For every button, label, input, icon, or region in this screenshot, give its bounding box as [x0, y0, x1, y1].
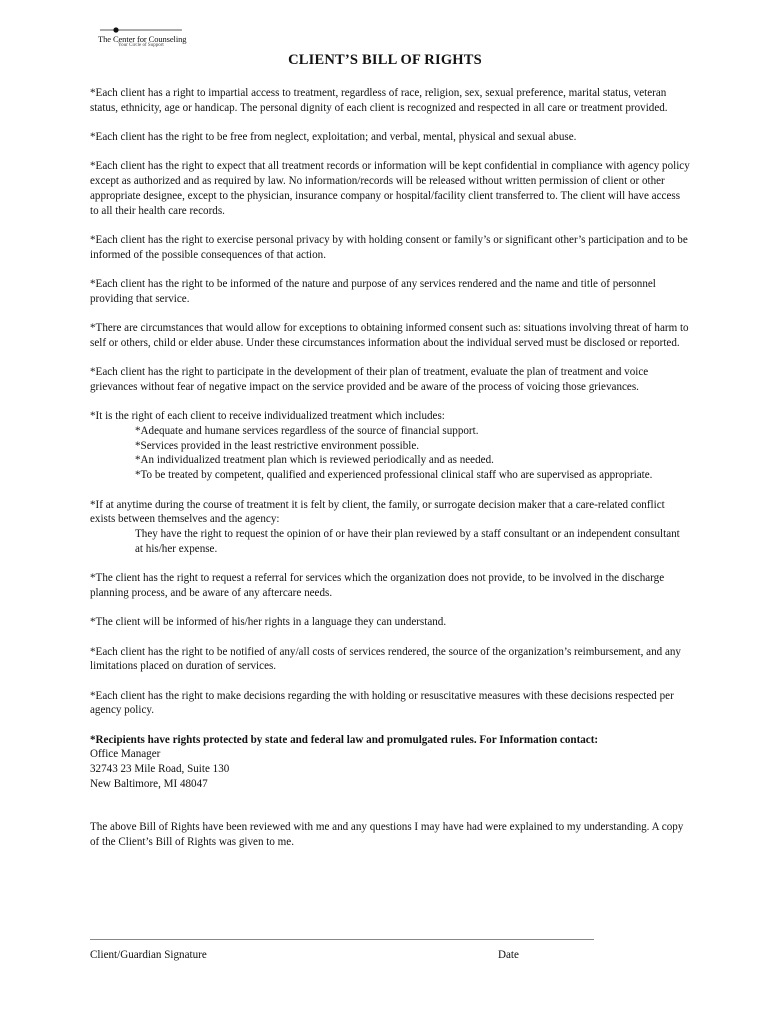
right-informed-of-services: *Each client has the right to be informed of the nature and purpose of any services rendered and the name and title of personnel providing that service.: [90, 278, 656, 305]
treatment-item: *Adequate and humane services regardless of the source of financial support.: [135, 425, 479, 438]
organization-logo: [96, 24, 196, 50]
contact-name: Office Manager: [90, 748, 161, 761]
individualized-treatment-intro: *It is the right of each client to receive individualized treatment which includes:: [90, 410, 445, 423]
right-referral: *The client has the right to request a referral for services which the organization does not provide, to be involved in the discharge planning process, and be aware of any aftercare needs.: [90, 572, 665, 599]
right-participate-treatment: *Each client has the right to participate in the development of their plan of treatment, evaluate the plan of treatment and voice grievances without fear of negative impact on the service provided and be aware of the process of voicing those grievances.: [90, 366, 649, 393]
logo-name: The Center for Counseling: [98, 34, 187, 44]
treatment-item: *To be treated by competent, qualified and experienced professional clinical staff who are supervised as appropriate.: [135, 469, 653, 482]
right-free-from-abuse: *Each client has the right to be free from neglect, exploitation; and verbal, mental, physical and sexual abuse.: [90, 131, 577, 144]
acknowledgement-text: The above Bill of Rights have been reviewed with me and any questions I may have had were explained to my understanding. A copy of the Client’s Bill of Rights was given to me.: [90, 821, 684, 848]
right-personal-privacy: *Each client has the right to exercise personal privacy by with holding consent or family’s or significant other’s participation and to be informed of the possible consequences of that action.: [90, 233, 688, 261]
date-label: Date: [498, 949, 519, 961]
treatment-item: *Services provided in the least restrictive environment possible.: [135, 439, 420, 452]
right-confidentiality: *Each client has the right to expect that all treatment records or information will be kept confidential in compliance with agency policy except as authorized and as required by law. No information/records will be released without written permission of client or other appropriate designee, except to the physician, insurance company or hospital/facility client transferred to. The client will have access to all their health care records.: [90, 160, 690, 217]
treatment-item: *An individualized treatment plan which is reviewed periodically and as needed.: [135, 454, 494, 467]
document-title: CLIENT’S BILL OF RIGHTS: [288, 52, 482, 68]
right-impartial-access: *Each client has a right to impartial access to treatment, regardless of race, religion, sex, sexual preference, marital status, veteran status, ethnicity, age or handicap. The personal dignity of each client is recognized and respected in all care or treatment provided.: [90, 87, 668, 114]
contact-address-line1: 32743 23 Mile Road, Suite 130: [90, 763, 230, 776]
document-body: [90, 86, 690, 864]
signature-label: Client/Guardian Signature: [90, 949, 207, 961]
right-conflict-review: [90, 498, 690, 557]
signature-line[interactable]: [90, 939, 594, 940]
right-notified-of-costs: *Each client has the right to be notified of any/all costs of services rendered, the source of the organization’s reimbursement, and any limitations placed on duration of services.: [90, 645, 681, 673]
conflict-review-detail: They have the right to request the opinion of or have their plan reviewed by a staff consultant or an independent consultant at his/her expense.: [135, 527, 680, 555]
conflict-review-intro: *If at anytime during the course of treatment it is felt by client, the family, or surrogate decision maker that a care-related conflict exists between themselves and the agency:: [90, 498, 665, 526]
consent-exceptions: *There are circumstances that would allow for exceptions to obtaining informed consent such as: situations involving threat of harm to self or others, child or elder abuse. Under these circumstances information about the individual served must be disclosed or reported.: [90, 322, 689, 349]
logo-tagline: Your Circle of Support: [118, 43, 164, 48]
contact-address-line2: New Baltimore, MI 48047: [90, 777, 208, 790]
contact-block: [90, 733, 690, 792]
contact-heading: *Recipients have rights protected by state and federal law and promulgated rules. For Information contact:: [90, 733, 599, 746]
right-decisions: *Each client has the right to make decisions regarding the with holding or resuscitative measures with these decisions respected per agency policy.: [90, 689, 674, 717]
right-language: *The client will be informed of his/her rights in a language they can understand.: [90, 616, 447, 629]
right-individualized-treatment: [90, 409, 690, 483]
